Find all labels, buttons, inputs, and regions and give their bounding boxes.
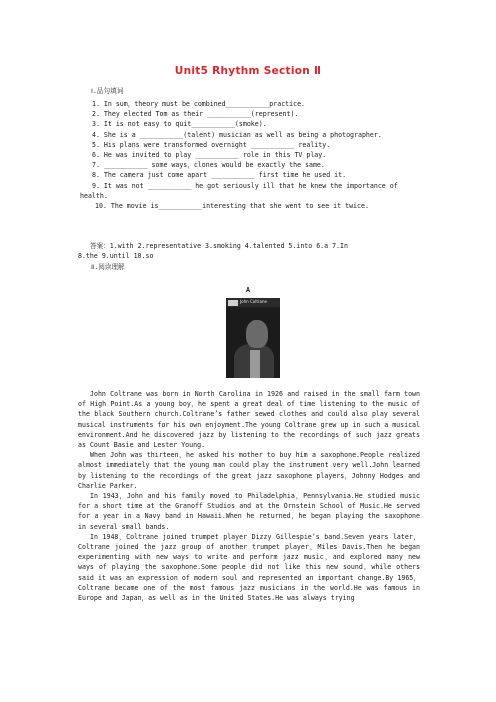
- answer-key: [78, 241, 418, 261]
- question-item: 9. It was not ___________ he got seriously ill that he knew the importance of: [92, 181, 398, 190]
- passage-label: A: [246, 286, 250, 294]
- question-item-continuation: health.: [80, 191, 108, 200]
- answer-line: 答案：1.with 2.representative 3.smoking 4.talented 5.into 6.a 7.In: [90, 242, 348, 250]
- question-item: 8. The camera just come apart ___________ first time he used it.: [92, 171, 347, 180]
- question-item: 3. It is not easy to quit___________(smoke).: [92, 120, 267, 129]
- paragraph: In 1943，John and his family moved to Philadelphia，Pennsylvania.He studied music for a short time at the Granoff Studios and at the Ornstein School of Music.He served for a year in a Navy band in Hawaii.When he returned，he began playing the saxophone in several small bands.: [78, 492, 420, 531]
- question-item: 1. In sum，theory must be combined___________practice.: [92, 100, 306, 108]
- question-list: [80, 99, 410, 211]
- question-item: 5. His plans were transformed overnight ___________ reality.: [92, 140, 331, 149]
- section-heading-2: Ⅱ.阅读理解: [91, 263, 125, 271]
- question-item: 6. He was invited to play ___________ role in this TV play.: [92, 151, 327, 160]
- page-title: Unit5 Rhythm Section Ⅱ: [174, 65, 322, 77]
- photo-caption: John Coltrane: [240, 299, 267, 304]
- paragraph: John Coltrane was born in North Carolina in 1926 and raised in the small farm town of High Point.As a young boy，he spent a great deal of time listening to the music of the black Southern church.Coltrane’s father sewed clothes and could also play several musical instruments for his own enjoyment.The young Coltrane grew up in such a musical environment.And he discovered jazz by listening to the recordings of such jazz greats as Count Basie and Lester Young.: [78, 390, 420, 450]
- paragraph: When John was thirteen，he asked his mother to buy him a saxophone.People realized almost immediately that the young man could play the instrument very well.John learned by listening to the recordings of the great jazz saxophone players，Johnny Hodges and Charlie Parker.: [78, 451, 420, 490]
- question-item: 2. They elected Tom as their ___________(represent).: [92, 110, 299, 119]
- question-item: 10. The movie is___________interesting that she went to see it twice.: [95, 202, 369, 211]
- section-heading-1: Ⅰ.品句填词: [91, 87, 124, 95]
- paragraph: In 1948，Coltrane joined trumpet player Dizzy Gillespie’s band.Seven years later，Coltrane joined the jazz group of another trumpet player，Miles Davis.Then he began experimenting with new ways to write and perform jazz music，and explored many new ways of playing the saxophone.Some people did not like this new sound，while others said it was an expression of modern soul and represented an important change.By 1965，Coltrane became one of the most famous jazz musicians in the world.He was famous in Europe and Japan，as well as in the United States.He was always trying: [78, 532, 420, 603]
- answer-line: 8.the 9.until 10.so: [78, 252, 154, 261]
- question-item: 4. She is a ___________(talent) musician as well as being a photographer.: [92, 130, 382, 139]
- question-item: 7. ___________ some ways，clones would be exactly the same.: [92, 161, 325, 170]
- passage-body: [78, 389, 420, 603]
- album-cover-image: [226, 298, 280, 378]
